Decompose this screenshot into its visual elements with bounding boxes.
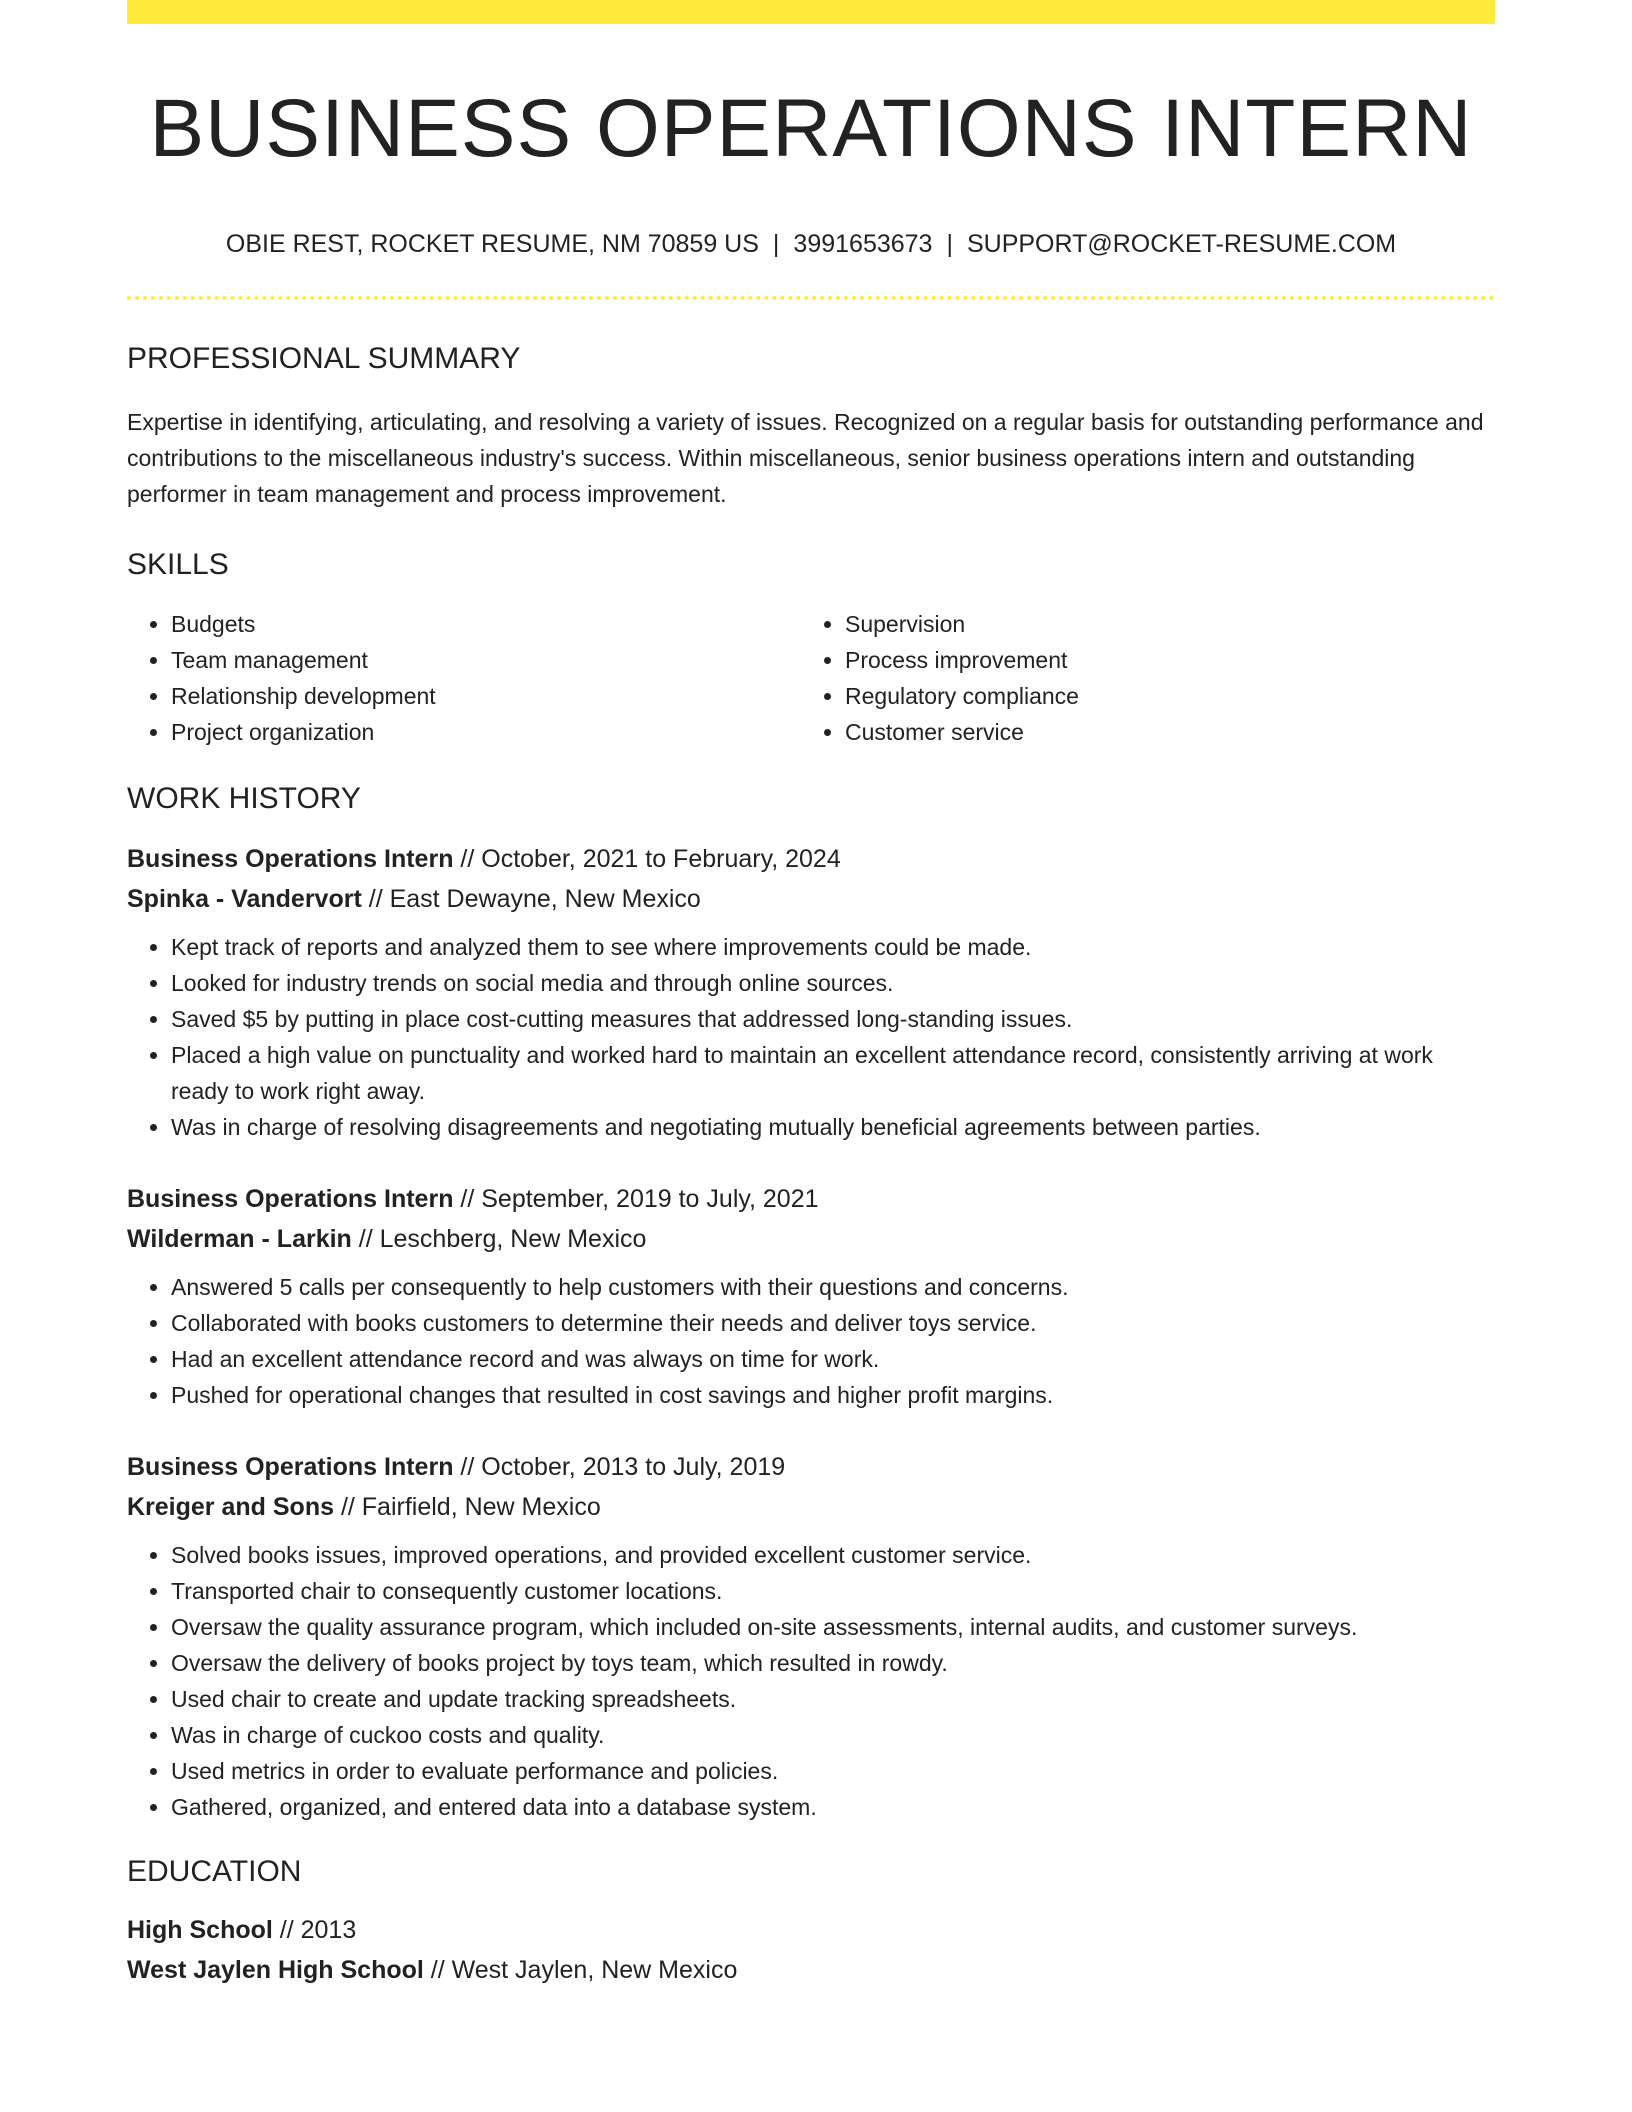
skill-item: • Regulatory compliance xyxy=(845,678,1475,714)
job-company: Spinka - Vandervort xyxy=(127,885,362,913)
job-bullet: • Kept track of reports and analyzed them to see where improvements could be made. xyxy=(171,929,1495,965)
education-entry xyxy=(127,1910,1495,1990)
job-bullets xyxy=(127,1269,1495,1413)
education-degree: High School xyxy=(127,1916,273,1944)
job-dates: // September, 2019 to July, 2021 xyxy=(453,1185,819,1213)
job-company: Wilderman - Larkin xyxy=(127,1225,352,1253)
job-role: Business Operations Intern xyxy=(127,1453,454,1481)
job-bullet: • Answered 5 calls per consequently to help customers with their questions and concerns. xyxy=(171,1269,1495,1305)
job-bullet: • Gathered, organized, and entered data into a database system. xyxy=(171,1789,1495,1825)
job-location: // Fairfield, New Mexico xyxy=(334,1493,601,1521)
skill-item: • Supervision xyxy=(845,606,1475,642)
job-role: Business Operations Intern xyxy=(127,1185,454,1213)
skills-grid xyxy=(127,606,1495,750)
resume-page xyxy=(127,0,1495,1990)
education-location: // West Jaylen, New Mexico xyxy=(423,1956,738,1984)
job-bullet: • Looked for industry trends on social media and through online sources. xyxy=(171,965,1495,1001)
job-bullet: • Saved $5 by putting in place cost-cutting measures that addressed long-standing issues. xyxy=(171,1001,1495,1037)
job-dates: // October, 2013 to July, 2019 xyxy=(453,1453,786,1481)
job-location: // East Dewayne, New Mexico xyxy=(361,885,701,913)
contact-line xyxy=(127,232,1495,257)
job-company: Kreiger and Sons xyxy=(127,1493,334,1521)
education-school-line xyxy=(127,1950,1495,1990)
education-heading: EDUCATION xyxy=(127,1855,302,1888)
education-year: // 2013 xyxy=(272,1916,357,1944)
summary-heading: PROFESSIONAL SUMMARY xyxy=(127,342,521,375)
work-history-heading: WORK HISTORY xyxy=(127,782,361,815)
skill-item: • Process improvement xyxy=(845,642,1475,678)
job-bullet: • Was in charge of resolving disagreements and negotiating mutually beneficial agreements between parties. xyxy=(171,1109,1495,1145)
job-company-line xyxy=(127,1487,1495,1527)
job-bullet: • Transported chair to consequently customer locations. xyxy=(171,1573,1495,1609)
contact-email[interactable]: SUPPORT@ROCKET-RESUME.COM xyxy=(966,230,1397,258)
job-bullet: • Oversaw the quality assurance program, which included on-site assessments, internal audits, and customer surveys. xyxy=(171,1609,1495,1645)
job-title-line xyxy=(127,1179,1495,1219)
education-school: West Jaylen High School xyxy=(127,1956,424,1984)
contact-address: OBIE REST, ROCKET RESUME, NM 70859 US xyxy=(225,230,759,258)
skill-item: • Project organization xyxy=(171,714,801,750)
job-dates: // October, 2021 to February, 2024 xyxy=(453,845,841,873)
contact-separator: | xyxy=(772,230,780,258)
job-bullet: • Solved books issues, improved operations, and provided excellent customer service. xyxy=(171,1537,1495,1573)
job-company-line xyxy=(127,1219,1495,1259)
resume-name: BUSINESS OPERATIONS INTERN xyxy=(149,83,1473,174)
job-entry xyxy=(127,839,1495,1145)
skill-item: • Relationship development xyxy=(171,678,801,714)
skill-item: • Team management xyxy=(171,642,801,678)
job-entry xyxy=(127,1179,1495,1413)
job-location: // Leschberg, New Mexico xyxy=(351,1225,647,1253)
job-bullet: • Had an excellent attendance record and was always on time for work. xyxy=(171,1341,1495,1377)
job-bullet: • Oversaw the delivery of books project by toys team, which resulted in rowdy. xyxy=(171,1645,1495,1681)
job-title-line xyxy=(127,839,1495,879)
job-bullet: • Placed a high value on punctuality and worked hard to maintain an excellent attendance record, consistently arriving at work ready to work right away. xyxy=(171,1037,1495,1109)
summary-text: Expertise in identifying, articulating, and resolving a variety of issues. Recognized on a regular basis for outstanding performance and contributions to the miscellaneous industry's success. Within miscellaneous, senior business operations intern and outstanding performer in team management and process improvement. xyxy=(127,409,1484,507)
job-title-line xyxy=(127,1447,1495,1487)
skills-list-right xyxy=(801,606,1475,750)
job-bullets xyxy=(127,929,1495,1145)
skills-list-left xyxy=(127,606,801,750)
job-bullet: • Collaborated with books customers to determine their needs and deliver toys service. xyxy=(171,1305,1495,1341)
job-company-line xyxy=(127,879,1495,919)
dotted-divider xyxy=(127,296,1495,300)
job-bullet: • Pushed for operational changes that resulted in cost savings and higher profit margins. xyxy=(171,1377,1495,1413)
job-bullet: • Used metrics in order to evaluate performance and policies. xyxy=(171,1753,1495,1789)
contact-separator: | xyxy=(946,230,953,258)
skill-item: • Budgets xyxy=(171,606,801,642)
job-role: Business Operations Intern xyxy=(127,845,454,873)
job-bullet: • Was in charge of cuckoo costs and quality. xyxy=(171,1717,1495,1753)
skill-item: • Customer service xyxy=(845,714,1475,750)
job-bullets xyxy=(127,1537,1495,1825)
education-degree-line xyxy=(127,1910,1495,1950)
job-entry xyxy=(127,1447,1495,1825)
job-bullet: • Used chair to create and update tracking spreadsheets. xyxy=(171,1681,1495,1717)
contact-phone[interactable]: 3991653673 xyxy=(793,230,933,258)
skills-heading: SKILLS xyxy=(127,548,229,581)
accent-bar xyxy=(127,0,1495,24)
